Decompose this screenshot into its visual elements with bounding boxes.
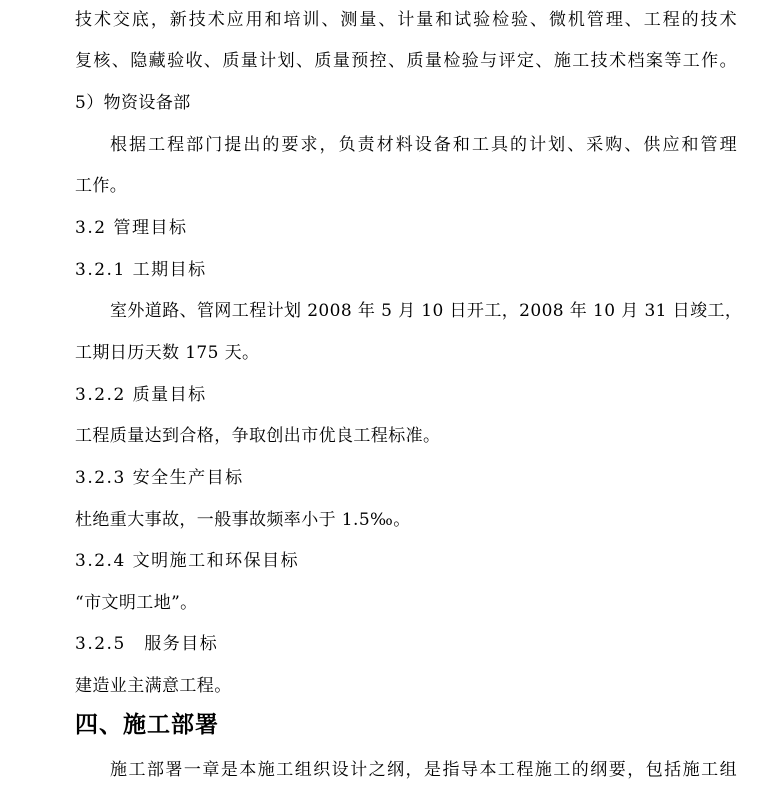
paragraph-line: 建造业主满意工程。 xyxy=(75,676,232,696)
paragraph-line: 根据工程部门提出的要求，负责材料设备和工具的计划、采购、供应和管理 xyxy=(110,135,737,155)
section-heading: 5）物资设备部 xyxy=(75,93,191,113)
paragraph-line: 复核、隐藏验收、质量计划、质量预控、质量检验与评定、施工技术档案等工作。 xyxy=(75,51,737,71)
section-heading: 3.2.1 工期目标 xyxy=(75,260,207,280)
section-heading: 3.2.4 文明施工和环保目标 xyxy=(75,551,300,571)
paragraph-line: “市文明工地”。 xyxy=(75,593,198,613)
chapter-heading: 四、施工部署 xyxy=(75,711,219,738)
paragraph-line: 杜绝重大事故，一般事故频率小于 1.5‰。 xyxy=(75,510,411,530)
section-heading: 3.2.3 安全生产目标 xyxy=(75,468,244,488)
paragraph-line: 工作。 xyxy=(75,176,128,196)
paragraph-line: 工期日历天数 175 天。 xyxy=(75,343,260,363)
paragraph-line: 工程质量达到合格，争取创出市优良工程标准。 xyxy=(75,426,441,446)
paragraph-line: 室外道路、管网工程计划 2008 年 5 月 10 日开工，2008 年 10 月 31 日竣工， xyxy=(110,301,743,321)
section-heading: 3.2 管理目标 xyxy=(75,218,188,238)
section-heading: 3.2.2 质量目标 xyxy=(75,385,207,405)
paragraph-line: 技术交底，新技术应用和培训、测量、计量和试验检验、微机管理、工程的技术 xyxy=(75,10,737,30)
paragraph-line: 施工部署一章是本施工组织设计之纲，是指导本工程施工的纲要，包括施工组 xyxy=(110,760,737,780)
section-heading: 3.2.5 服务目标 xyxy=(75,634,219,654)
